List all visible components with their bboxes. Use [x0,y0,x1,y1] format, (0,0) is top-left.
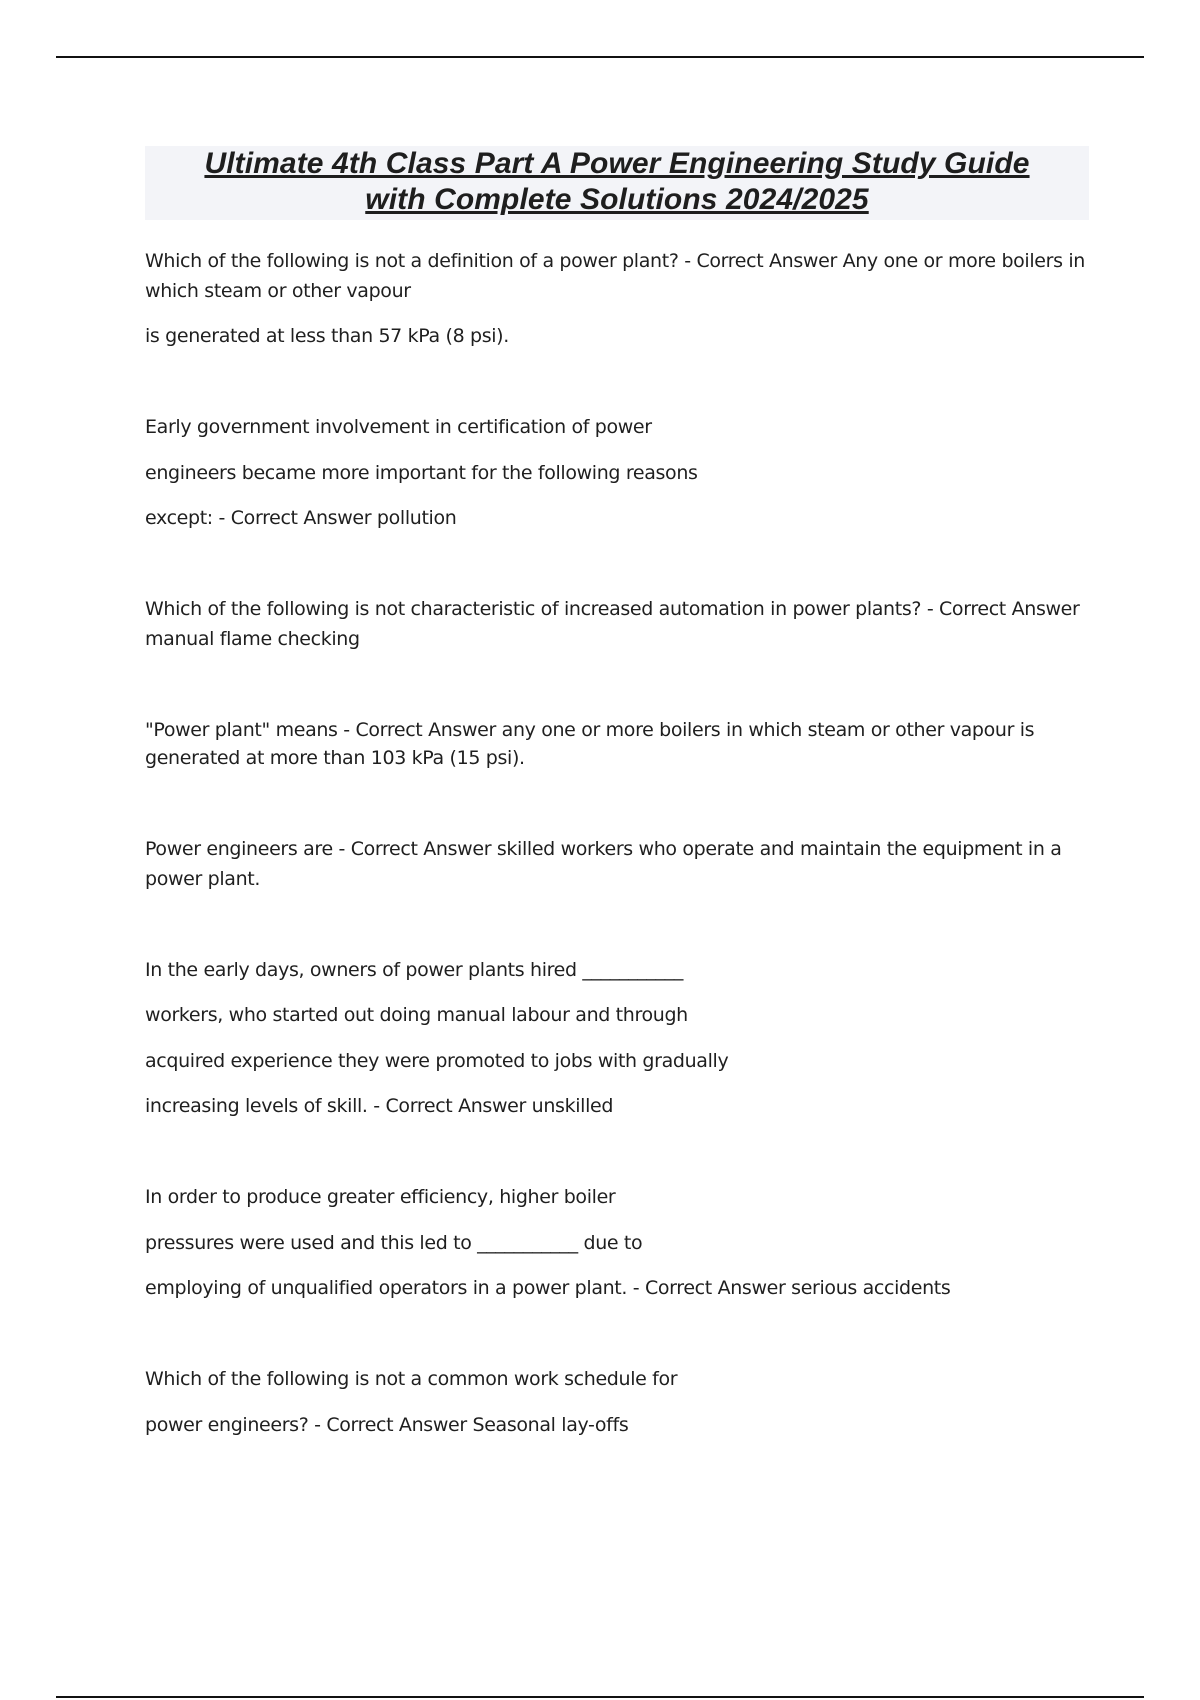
qa-5-line-1: Power engineers are - Correct Answer skilled workers who operate and maintain the equipment in a [145,838,1062,860]
qa-6-line-4: increasing levels of skill. - Correct Answer unskilled [145,1095,614,1117]
qa-2-line-1: Early government involvement in certification of power [145,416,652,438]
qa-2-line-2: engineers became more important for the following reasons [145,462,698,484]
qa-6-line-2: workers, who started out doing manual labour and through [145,1004,688,1026]
qa-1-line-1: Which of the following is not a definition of a power plant? - Correct Answer Any one or more boilers in [145,250,1085,272]
qa-8-line-2: power engineers? - Correct Answer Seasonal lay-offs [145,1414,629,1436]
qa-2-line-3: except: - Correct Answer pollution [145,507,457,529]
bottom-rule [56,1696,1144,1698]
document-title [145,146,1089,220]
qa-3-line-2: manual flame checking [145,628,360,650]
qa-6-line-1: In the early days, owners of power plants hired ___________ [145,959,684,981]
title-line-2: with Complete Solutions 2024/2025 [365,183,869,216]
qa-4-line-1: "Power plant" means - Correct Answer any one or more boilers in which steam or other vapour is [145,719,1035,741]
qa-5-line-2: power plant. [145,868,261,890]
qa-3-line-1: Which of the following is not characteristic of increased automation in power plants? - Correct Answer [145,598,1080,620]
top-rule [56,56,1144,58]
qa-7-line-2: pressures were used and this led to ___________ due to [145,1232,643,1254]
qa-1-line-2: which steam or other vapour [145,280,411,302]
qa-7-line-3: employing of unqualified operators in a power plant. - Correct Answer serious accidents [145,1277,951,1299]
qa-6-line-3: acquired experience they were promoted to jobs with gradually [145,1050,729,1072]
qa-8-line-1: Which of the following is not a common work schedule for [145,1368,678,1390]
qa-7-line-1: In order to produce greater efficiency, higher boiler [145,1186,616,1208]
title-line-1: Ultimate 4th Class Part A Power Engineering Study Guide [204,147,1030,180]
qa-4-line-2: generated at more than 103 kPa (15 psi). [145,747,525,769]
qa-1-line-3: is generated at less than 57 kPa (8 psi). [145,325,509,347]
